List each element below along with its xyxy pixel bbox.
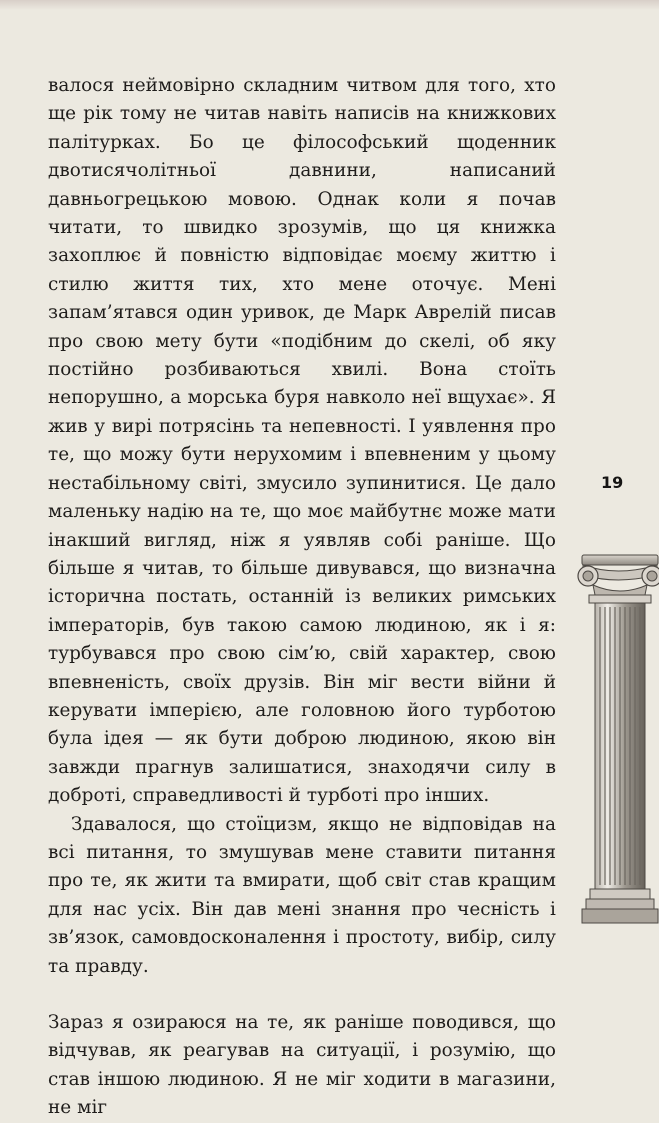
ionic-column-icon [575, 553, 659, 933]
page-top-edge [0, 0, 659, 10]
page-body-text [48, 72, 556, 1123]
paragraph-gap [48, 981, 556, 1009]
paragraph: Здавалося, що стоїцизм, якщо не відповідав на всі питання, то змушував мене ставити питання про те, як жити та вмирати, щоб світ став кращим для нас усіх. Він дав мені знання про чесність і зв’язок, самовдосконалення і простоту, вибір, силу та правду. [48, 813, 556, 977]
page-number: 19 [601, 473, 624, 492]
paragraph: валося неймовірно складним читвом для того, хто ще рік тому не читав навіть написів на книжкових палітурках. Бо це філософський щоденник двотисячолітньої давнини, написаний давньогрецькою мовою. Однак коли я почав читати, то швидко зрозумів, що ця книжка захоплює й повністю відповідає моєму життю і стилю життя тих, хто мене оточує. Мені запам’ятався один уривок, де Марк Аврелій писав про свою мету бути «подібним до скелі, об яку постійно розбиваються хвилі. Вона стоїть непорушно, а морська буря навколо неї вщухає». Я жив у вирі потрясінь та непевності. І уявлення про те, що можу бути нерухомим і впевненим у цьому нестабільному світі, змусило зупинитися. Це дало маленьку надію на те, що моє майбутнє може мати інакший вигляд, ніж я уявляв собі раніше. Що більше я читав, то більше дивувався, що визначна історична постать, останній із великих римських імператорів, був такою самою людиною, як і я: турбувався про свою сім’ю, свій характер, свою впевненість, своїх друзів. Він міг вести війни й керувати імперією, але головною його турботою була ідея — як бути доброю людиною, якою він завжди прагнув залишатися, знаходячи силу в доброті, справедливості й турботі про інших. [48, 75, 556, 807]
paragraph: Зараз я озираюся на те, як раніше поводився, що відчував, як реагував на ситуації, і розумію, що став іншою людиною. Я не міг ходити в магазини, не міг [48, 1012, 556, 1119]
